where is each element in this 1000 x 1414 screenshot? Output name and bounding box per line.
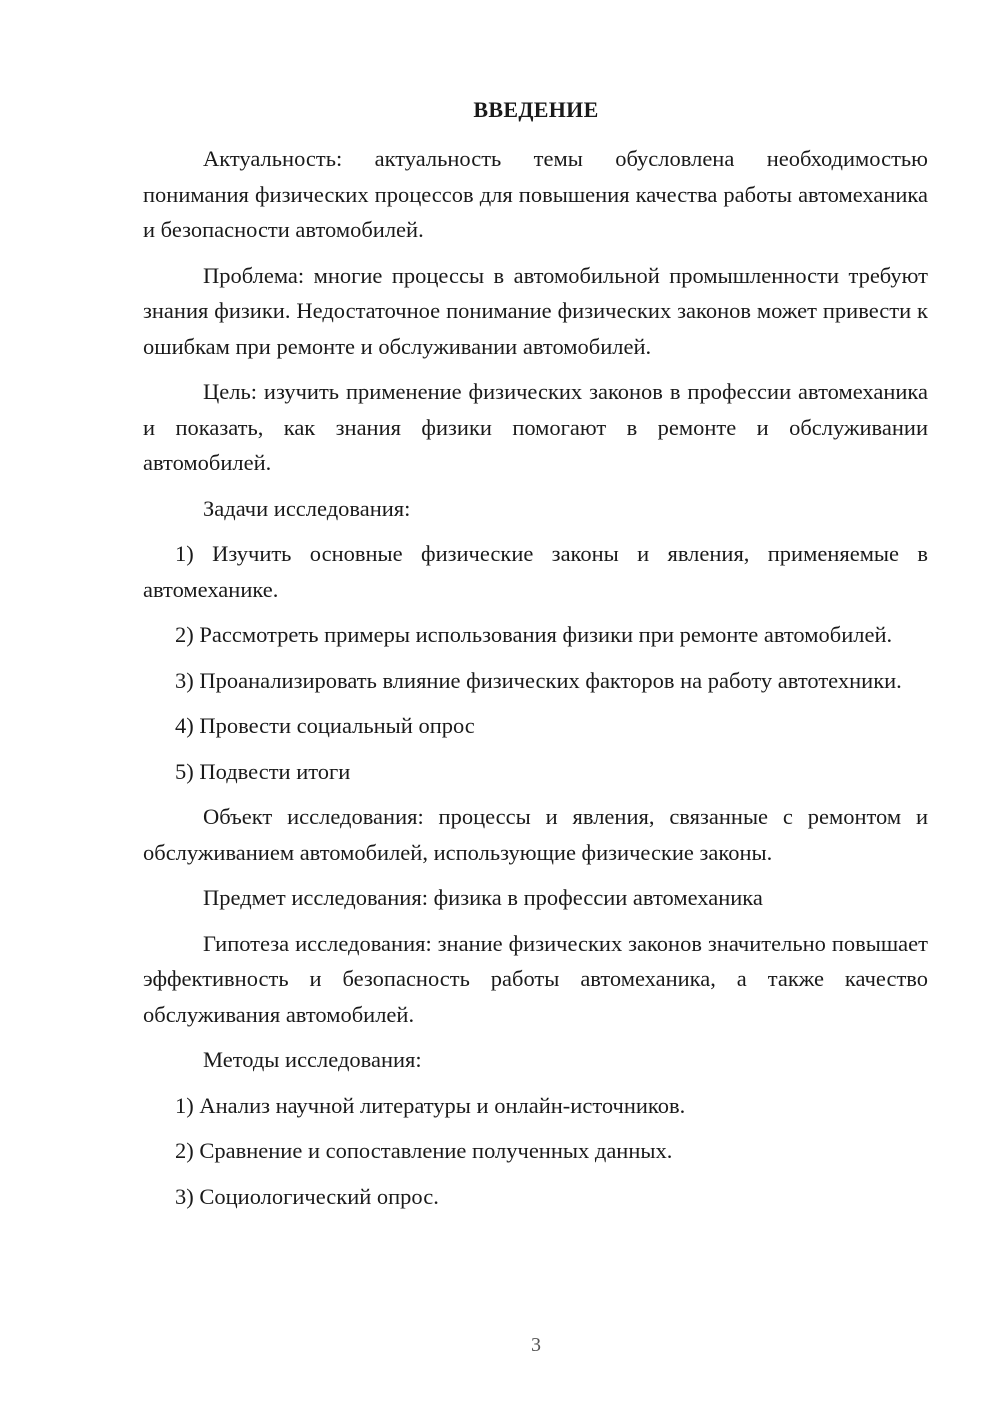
- task-item: 3) Проанализировать влияние физических факторов на работу автотехники.: [175, 667, 902, 693]
- goal-paragraph: Цель: изучить применение физических законов в профессии автомеханика и показать, как знания физики помогают в ремонте и обслуживании автомобилей.: [143, 379, 928, 475]
- task-item: 5) Подвести итоги: [175, 758, 351, 784]
- method-item: 3) Социологический опрос.: [175, 1183, 439, 1209]
- object-paragraph: Объект исследования: процессы и явления, связанные с ремонтом и обслуживанием автомобилей, использующие физические законы.: [143, 804, 928, 865]
- problem-paragraph: Проблема: многие процессы в автомобильной промышленности требуют знания физики. Недостаточное понимание физических законов может привести к ошибкам при ремонте и обслуживании автомобилей.: [143, 262, 928, 359]
- task-item: 1) Изучить основные физические законы и явления, применяемые в автомеханике.: [143, 541, 928, 602]
- task-item: 2) Рассмотреть примеры использования физики при ремонте автомобилей.: [175, 622, 893, 647]
- methods-heading: Методы исследования:: [203, 1047, 422, 1072]
- tasks-heading: Задачи исследования:: [203, 495, 411, 521]
- document-body: [143, 141, 928, 1224]
- subject-paragraph: Предмет исследования: физика в профессии автомеханика: [203, 885, 763, 910]
- task-item: 4) Провести социальный опрос: [175, 713, 475, 738]
- page-number: 3: [531, 1334, 541, 1356]
- method-item: 1) Анализ научной литературы и онлайн-источников.: [175, 1092, 686, 1118]
- page-title: ВВЕДЕНИЕ: [473, 97, 599, 122]
- hypothesis-paragraph: Гипотеза исследования: знание физических законов значительно повышает эффективность и безопасность работы автомеханика, а также качество обслуживания автомобилей.: [143, 930, 928, 1027]
- relevance-paragraph: Актуальность: актуальность темы обусловлена необходимостью понимания физических процессов для повышения качества работы автомеханика и безопасности автомобилей.: [143, 146, 928, 242]
- method-item: 2) Сравнение и сопоставление полученных данных.: [175, 1138, 673, 1163]
